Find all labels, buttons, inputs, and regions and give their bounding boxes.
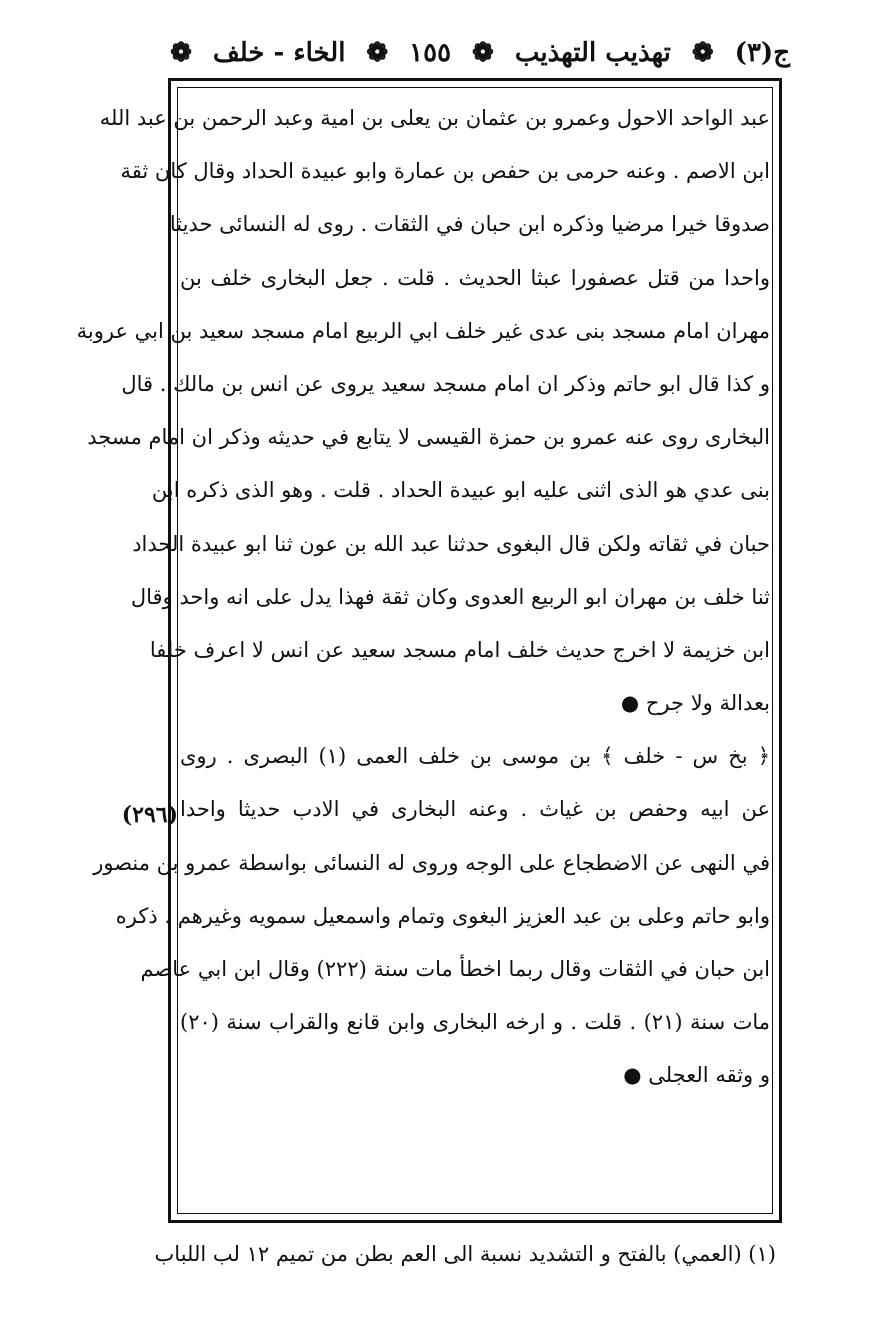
entry-heading-line: ﴿ بخ س - خلف ﴾ بن موسى بن خلف العمى (١) البصرى . روى: [180, 744, 771, 769]
ornament-icon: ❁: [691, 38, 714, 68]
page-number: ١٥٥: [409, 38, 452, 68]
text-line: مات سنة (٢١) . قلت . و ارخه البخارى وابن قانع والقراب سنة (٢٠): [180, 1010, 770, 1035]
volume-label: ج(٣): [734, 38, 790, 68]
text-line: صدوقا خيرا مرضيا وذكره ابن حبان في الثقات . روى له النسائى حديثا: [169, 212, 770, 237]
text-line: مهران امام مسجد بنى عدى غير خلف ابي الربيع امام مسجد سعيد بن ابي عروبة: [76, 318, 770, 343]
text-line: ابن حبان في الثقات وقال ربما اخطأ مات سنة (٢٢٢) وقال ابن ابي عاصم: [140, 957, 770, 981]
entry-number: (٢٩٦): [121, 802, 178, 828]
text-line: ابن خزيمة لا اخرج حديث خلف امام مسجد سعيد عن انس لا اعرف خلفا: [149, 637, 770, 662]
footnote: (١) (العمي) بالفتح و التشديد نسبة الى العم بطن من تميم ١٢ لب اللباب: [154, 1242, 776, 1266]
ornament-icon: ❁: [472, 38, 494, 68]
ornament-icon: ❁: [366, 38, 389, 68]
text-line: بعدالة ولا جرح ●: [620, 691, 770, 716]
text-line: ابن الاصم . وعنه حرمى بن حفص بن عمارة وابو عبيدة الحداد وقال كان ثقة: [120, 159, 770, 184]
section-title: الخاء - خلف: [212, 38, 346, 68]
running-header: [170, 30, 790, 76]
text-line: حبان في ثقاته ولكن قال البغوى حدثنا عبد الله بن عون ثنا ابو عبيدة الحداد: [132, 531, 770, 556]
book-title: تهذيب التهذيب: [514, 38, 671, 68]
text-line: عن ابيه وحفص بن غياث . وعنه البخارى في الادب حديثا واحدا: [180, 797, 770, 822]
text-line: واحدا من قتل عصفورا عبثا الحديث . قلت . جعل البخارى خلف بن: [180, 265, 770, 290]
text-line: ثنا خلف بن مهران ابو الربيع العدوى وكان ثقة فهذا يدل على انه واحد وقال: [130, 584, 770, 609]
text-line: البخارى روى عنه عمرو بن حمزة القيسى لا يتابع في حديثه وذكر ان امام مسجد: [87, 425, 770, 450]
text-line: في النهى عن الاضطجاع على الوجه وروى له النسائى بواسطة عمرو بن منصور: [93, 850, 770, 875]
text-line: و كذا قال ابو حاتم وذكر ان امام مسجد سعيد يروى عن انس بن مالك . قال: [121, 371, 770, 396]
text-line: وابو حاتم وعلى بن عبد العزيز البغوى وتمام واسمعيل سمويه وغيرهم . ذكره: [115, 903, 770, 928]
text-line: عبد الواحد الاحول وعمرو بن عثمان بن يعلى بن امية وعبد الرحمن بن عبد الله: [99, 106, 770, 130]
ornament-icon: ❁: [170, 38, 192, 68]
text-line: و وثقه العجلى ●: [623, 1063, 770, 1088]
text-line: بنى عدي هو الذى اثنى عليه ابو عبيدة الحداد . قلت . وهو الذى ذكره ابن: [151, 478, 770, 503]
